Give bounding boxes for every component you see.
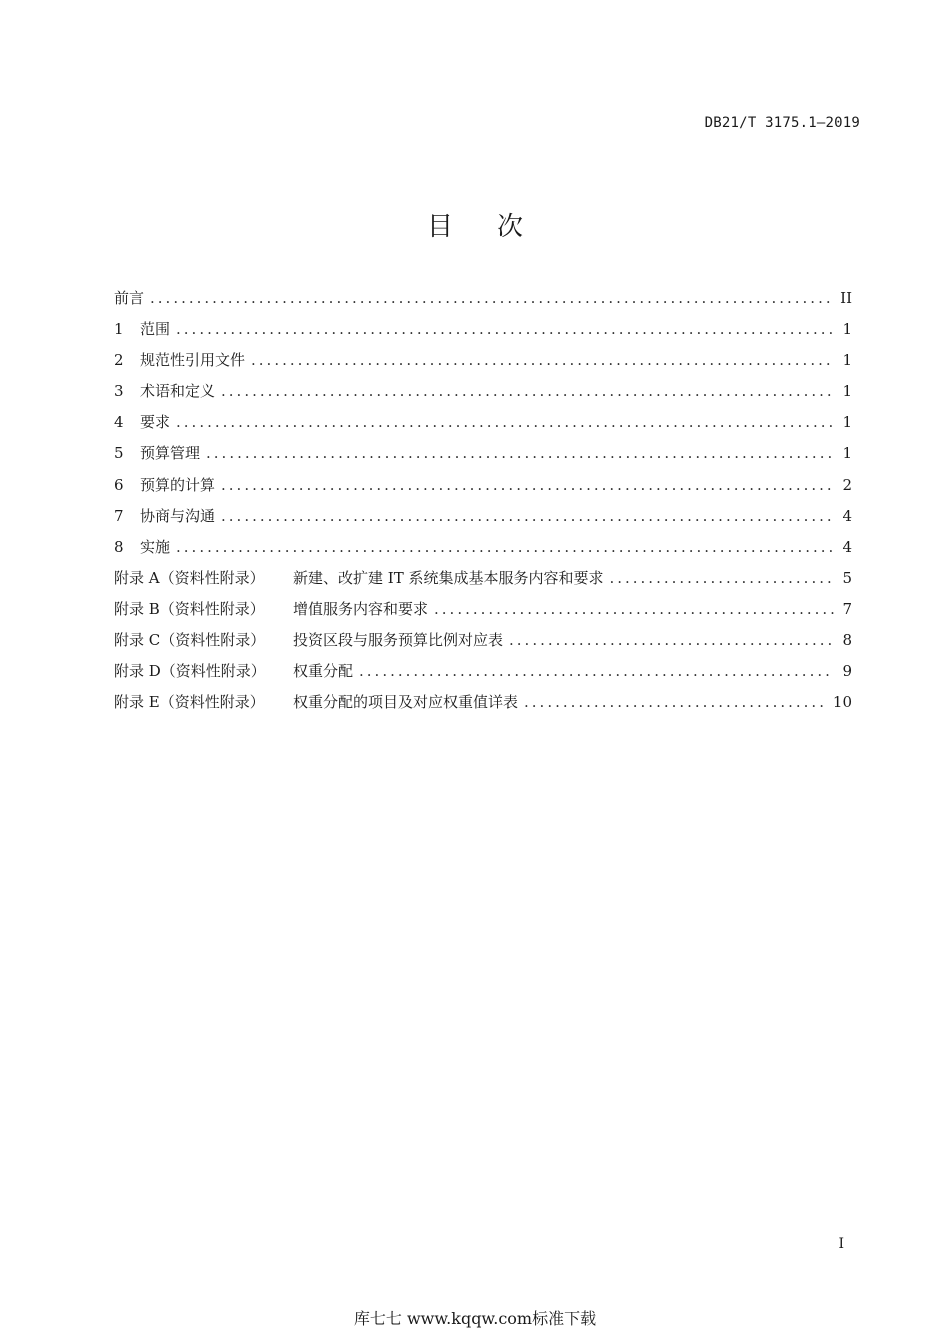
- page-title: 目次: [426, 212, 567, 242]
- toc-leader-dots: [609, 566, 834, 590]
- table-of-contents: [114, 286, 852, 721]
- toc-entry-7[interactable]: [114, 504, 852, 535]
- toc-leader-dots: [150, 286, 834, 310]
- toc-leader-dots: [206, 441, 834, 465]
- toc-page-number: 7: [842, 599, 852, 618]
- toc-entry-2[interactable]: [114, 348, 852, 379]
- appendix-title: 投资区段与服务预算比例对应表: [293, 631, 504, 650]
- toc-entry-6[interactable]: [114, 473, 852, 504]
- toc-page-number: 1: [842, 351, 852, 370]
- appendix-title: 权重分配: [293, 662, 354, 681]
- toc-leader-dots: [509, 628, 834, 652]
- toc-appendix-a[interactable]: [114, 566, 852, 597]
- appendix-label: 附录 A（资料性附录）: [114, 568, 265, 587]
- toc-entry-5[interactable]: [114, 441, 852, 472]
- toc-leader-dots: [434, 597, 834, 621]
- toc-entry-number: 2: [114, 351, 124, 370]
- toc-entry-number: 4: [114, 413, 124, 432]
- appendix-title: 权重分配的项目及对应权重值详表: [293, 693, 519, 712]
- toc-entry-label: 协商与沟通: [140, 506, 216, 525]
- document-code: DB21/T 3175.1—2019: [704, 115, 860, 131]
- toc-leader-dots: [221, 473, 834, 497]
- toc-entry-label: 前言: [114, 289, 145, 307]
- toc-entry-number: 1: [114, 320, 124, 339]
- toc-entry-label: 范围: [140, 320, 171, 339]
- toc-appendix-c[interactable]: [114, 628, 852, 659]
- toc-appendix-d[interactable]: [114, 659, 852, 690]
- toc-entry-label: 预算的计算: [140, 475, 216, 494]
- toc-page-number: 9: [842, 662, 852, 681]
- toc-page-number: 1: [842, 413, 852, 432]
- toc-leader-dots: [176, 410, 834, 434]
- toc-entry-4[interactable]: [114, 410, 852, 441]
- toc-entry-number: 8: [114, 537, 124, 556]
- toc-appendix-e[interactable]: [114, 690, 852, 721]
- toc-entry-label: 规范性引用文件: [140, 351, 246, 370]
- toc-entry-number: 3: [114, 382, 124, 401]
- toc-entry-foreword[interactable]: [114, 286, 852, 317]
- toc-entry-3[interactable]: [114, 379, 852, 410]
- appendix-label: 附录 B（资料性附录）: [114, 599, 265, 618]
- toc-leader-dots: [359, 659, 834, 683]
- toc-leader-dots: [176, 535, 834, 559]
- appendix-title: 增值服务内容和要求: [293, 599, 429, 618]
- toc-leader-dots: [524, 690, 827, 714]
- toc-page-number: 1: [842, 382, 852, 401]
- toc-entry-number: 7: [114, 506, 124, 525]
- toc-entry-8[interactable]: [114, 535, 852, 566]
- appendix-label: 附录 C（资料性附录）: [114, 631, 266, 650]
- toc-entry-label: 要求: [140, 413, 171, 432]
- toc-page-number: 5: [842, 568, 852, 587]
- footer-page-number: I: [838, 1236, 844, 1252]
- toc-page-number: 4: [842, 537, 852, 556]
- toc-page-number: 1: [842, 444, 852, 463]
- toc-page-number: 8: [842, 631, 852, 650]
- toc-entry-number: 6: [114, 475, 124, 494]
- toc-leader-dots: [176, 317, 834, 341]
- appendix-label: 附录 D（资料性附录）: [114, 662, 266, 681]
- toc-page-number: II: [840, 289, 852, 307]
- toc-appendix-b[interactable]: [114, 597, 852, 628]
- toc-entry-label: 术语和定义: [140, 382, 216, 401]
- toc-leader-dots: [251, 348, 834, 372]
- toc-page-number: 2: [842, 475, 852, 494]
- appendix-label: 附录 E（资料性附录）: [114, 693, 265, 712]
- toc-leader-dots: [221, 379, 834, 403]
- toc-leader-dots: [221, 504, 834, 528]
- toc-entry-1[interactable]: [114, 317, 852, 348]
- footer-watermark: 库七七 www.kqqw.com标准下载: [353, 1309, 597, 1328]
- toc-page-number: 10: [832, 693, 852, 712]
- appendix-title: 新建、改扩建 IT 系统集成基本服务内容和要求: [293, 568, 604, 587]
- toc-entry-number: 5: [114, 444, 124, 463]
- toc-page-number: 4: [842, 506, 852, 525]
- toc-page-number: 1: [842, 320, 852, 339]
- toc-entry-label: 实施: [140, 537, 171, 556]
- toc-entry-label: 预算管理: [140, 444, 201, 463]
